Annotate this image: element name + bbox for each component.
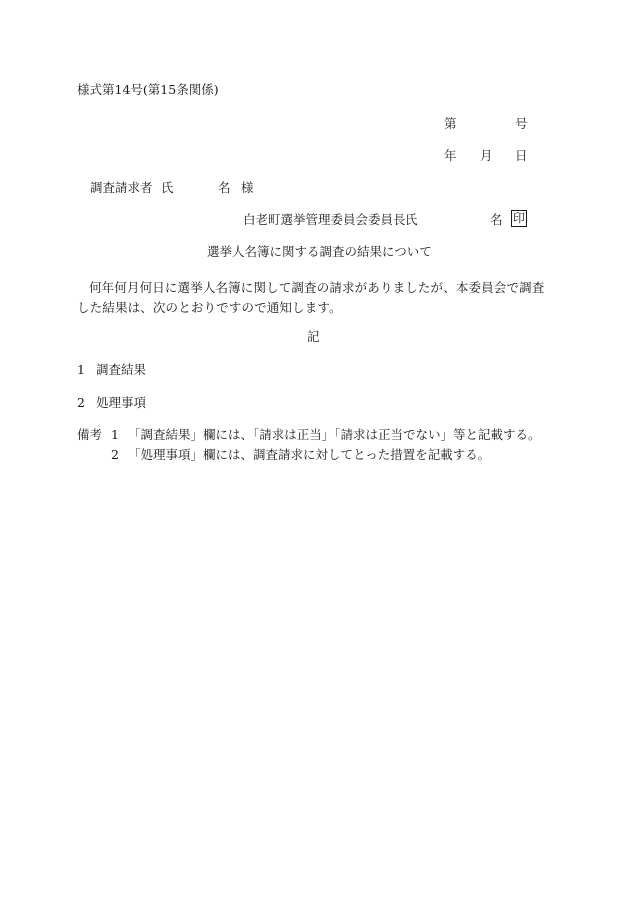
remark-text: 「処理事項」欄には、調査請求に対してとった措置を記載する。 <box>128 447 491 462</box>
remark-number: 1 <box>111 427 119 442</box>
sender-name-shi: 氏 <box>405 212 418 227</box>
addressee-name-shi: 氏 <box>161 180 174 195</box>
body-paragraph: 何年何月何日に選挙人名簿に関して調査の請求がありましたが、本委員会で調査した結果は、次のとおりですので通知します。 <box>77 280 545 315</box>
form-number: 様式第14号(第15条関係) <box>77 82 219 97</box>
date-year-label: 年 <box>444 148 457 163</box>
item-label-handling-matters: 処理事項 <box>96 395 147 410</box>
remark-number: 2 <box>111 447 119 462</box>
sender-title: 白老町選挙管理委員会委員長 <box>243 212 406 227</box>
item-label-investigation-result: 調査結果 <box>96 362 147 377</box>
document-subject: 選挙人名簿に関する調査の結果について <box>207 244 432 259</box>
remarks-label: 備考 <box>77 427 103 442</box>
item-number: 2 <box>77 395 85 410</box>
item-number: 1 <box>77 362 85 377</box>
document-number-suffix: 号 <box>515 116 528 131</box>
date-day-label: 日 <box>515 148 528 163</box>
sender-name-mei: 名 <box>490 212 503 227</box>
remark-text: 「調査結果」欄には、「請求は正当」「請求は正当でない」等と記載する。 <box>128 427 541 442</box>
date-month-label: 月 <box>480 148 493 163</box>
document-number-prefix: 第 <box>444 116 457 131</box>
ki-heading: 記 <box>307 329 320 344</box>
addressee-honorific: 様 <box>241 180 254 195</box>
seal-stamp: 印 <box>512 211 525 225</box>
addressee-label: 調査請求者 <box>90 180 153 195</box>
addressee-name-mei: 名 <box>218 180 231 195</box>
